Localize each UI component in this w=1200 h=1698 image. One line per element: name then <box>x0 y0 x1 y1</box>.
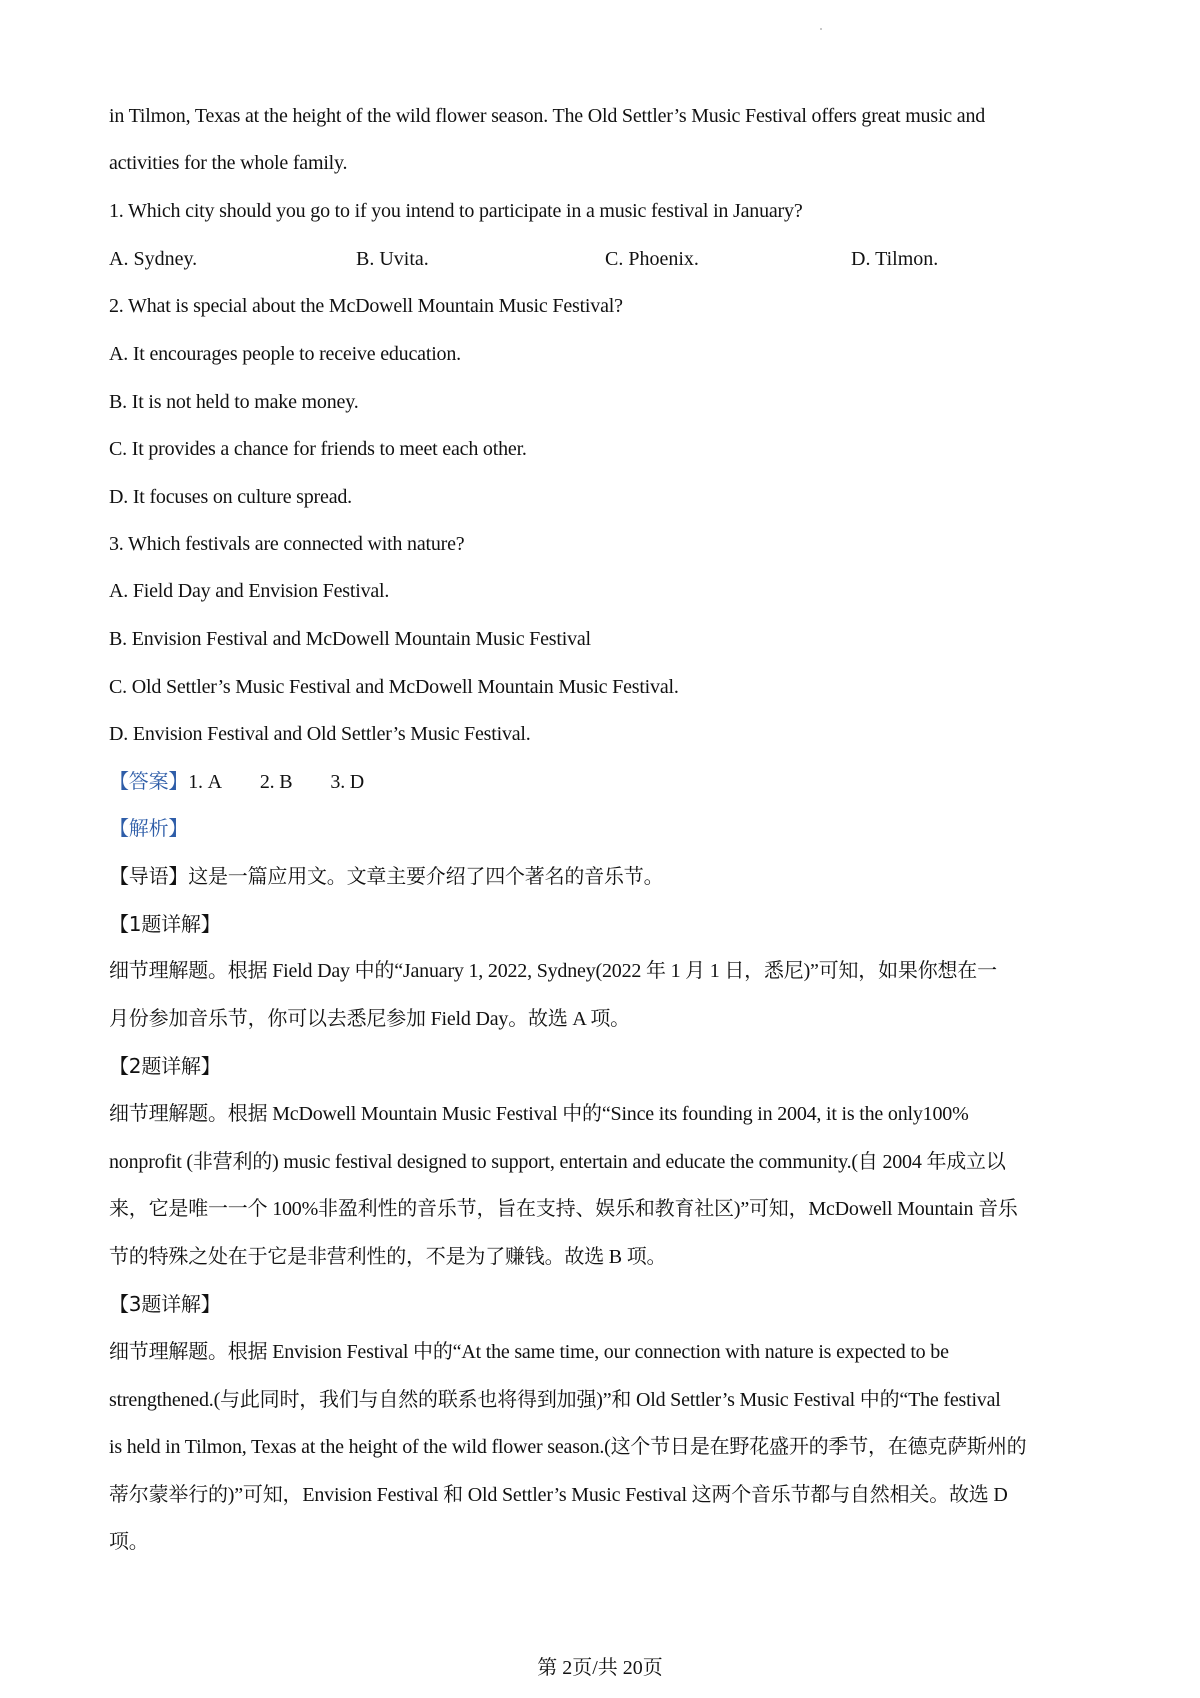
guide-text: 【导语】这是一篇应用文。文章主要介绍了四个著名的音乐节。 <box>109 864 664 888</box>
answer-1: 1. A <box>188 771 222 793</box>
detail-1-line-2: 月份参加音乐节，你可以去悉尼参加 Field Day。故选 A 项。 <box>109 1008 630 1030</box>
detail-2-line-3: 来，它是唯一一个 100%非盈利性的音乐节，旨在支持、娱乐和教育社区)”可知，McDowell Mountain 音乐 <box>109 1198 1018 1220</box>
detail-3-heading: 【3题详解】 <box>109 1292 221 1316</box>
option-3c: C. Old Settler’s Music Festival and McDowell Mountain Music Festival. <box>109 676 679 698</box>
option-3b: B. Envision Festival and McDowell Mountain Music Festival <box>109 628 591 650</box>
question-3: 3. Which festivals are connected with nature? <box>109 533 465 555</box>
question-1: 1. Which city should you go to if you intend to participate in a music festival in January? <box>109 200 803 222</box>
option-2b: B. It is not held to make money. <box>109 391 359 413</box>
answer-2: 2. B <box>259 771 293 793</box>
intro-line-1: in Tilmon, Texas at the height of the wild flower season. The Old Settler’s Music Festival offers great music and <box>109 105 986 127</box>
detail-3-line-4: 蒂尔蒙举行的)”可知，Envision Festival 和 Old Settler’s Music Festival 这两个音乐节都与自然相关。故选 D <box>109 1484 1008 1506</box>
detail-2-line-2: nonprofit (非营利的) music festival designed to support, entertain and educate the community.(自 2004 年成立以 <box>109 1151 1006 1173</box>
option-1d: D. Tilmon. <box>851 248 939 270</box>
answer-row <box>109 768 402 795</box>
answer-3: 3. D <box>330 771 365 793</box>
detail-2-heading: 【2题详解】 <box>109 1054 221 1078</box>
page-number-footer: 第 2页/共 20页 <box>537 1657 663 1679</box>
answer-label: 【答案】 <box>109 769 189 793</box>
option-2c: C. It provides a chance for friends to meet each other. <box>109 438 527 460</box>
option-1b: B. Uvita. <box>356 248 429 270</box>
analysis-label: 【解析】 <box>109 816 189 840</box>
option-3a: A. Field Day and Envision Festival. <box>109 580 390 602</box>
option-3d: D. Envision Festival and Old Settler’s Music Festival. <box>109 723 531 745</box>
question-2: 2. What is special about the McDowell Mountain Music Festival? <box>109 295 623 317</box>
option-2d: D. It focuses on culture spread. <box>109 486 352 508</box>
detail-3-line-5: 项。 <box>109 1531 149 1553</box>
question-1-options <box>109 246 1009 272</box>
detail-3-line-3: is held in Tilmon, Texas at the height of the wild flower season.(这个节日是在野花盛开的季节，在德克萨斯州的 <box>109 1436 1027 1458</box>
detail-2-line-1: 细节理解题。根据 McDowell Mountain Music Festival 中的“Since its founding in 2004, it is the only100% <box>109 1103 969 1125</box>
detail-3-line-1: 细节理解题。根据 Envision Festival 中的“At the same time, our connection with nature is expected to be <box>109 1341 949 1363</box>
option-2a: A. It encourages people to receive education. <box>109 343 461 365</box>
detail-3-line-2: strengthened.(与此同时，我们与自然的联系也将得到加强)”和 Old Settler’s Music Festival 中的“The festival <box>109 1389 1001 1411</box>
intro-line-2: activities for the whole family. <box>109 152 348 174</box>
option-1c: C. Phoenix. <box>605 248 699 270</box>
scan-speck <box>820 28 822 30</box>
detail-2-line-4: 节的特殊之处在于它是非营利性的，不是为了赚钱。故选 B 项。 <box>109 1246 667 1268</box>
option-1a: A. Sydney. <box>109 248 198 270</box>
detail-1-line-1: 细节理解题。根据 Field Day 中的“January 1, 2022, Sydney(2022 年 1 月 1 日，悉尼)”可知，如果你想在一 <box>109 960 997 982</box>
detail-1-heading: 【1题详解】 <box>109 912 221 936</box>
